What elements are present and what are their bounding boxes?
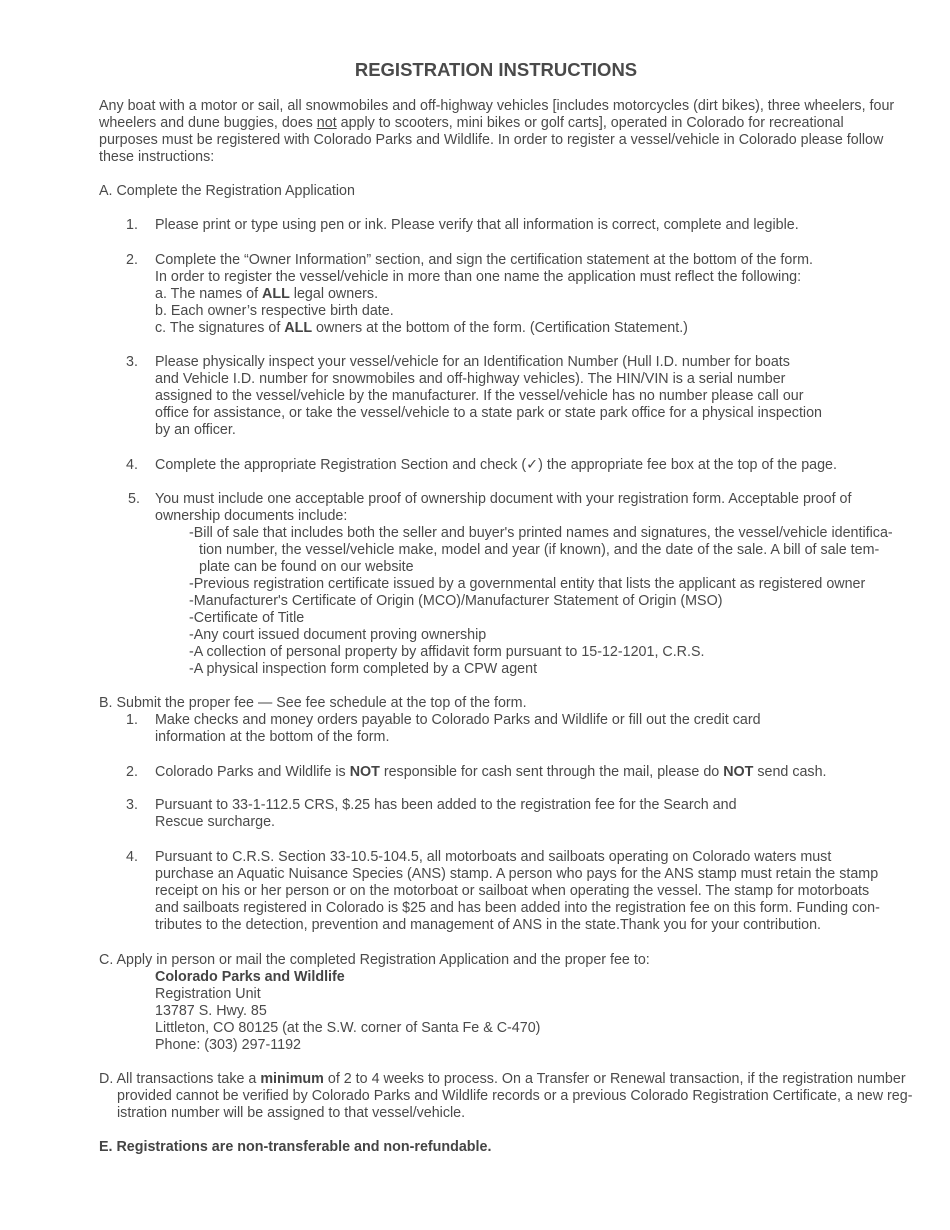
proof-document-item: -Previous registration certificate issued by a governmental entity that lists the applicant as registered owner: [189, 576, 866, 592]
intro-text-2: apply to scooters, mini bikes or golf carts], operated in Colorado for recreational purposes must be registered with Colorado Parks and Wildlife. In order to register a vessel/vehicle in Colorado please follow these instructions:: [99, 115, 884, 165]
proof-document-item: -Any court issued document proving ownership: [189, 627, 487, 643]
a-item-1-text: Please print or type using pen or ink. Please verify that all information is correct, complete and legible.: [155, 217, 799, 233]
proof-document-item: -A physical inspection form completed by a CPW agent: [189, 661, 538, 677]
sub-a-post: legal owners.: [289, 286, 379, 302]
section-b-heading: B. Submit the proper fee — See fee schedule at the top of the form.: [99, 695, 527, 711]
a-item-1-number: 1.: [126, 217, 138, 233]
a-item-4-text: Complete the appropriate Registration Section and check (✓) the appropriate fee box at the top of the page.: [155, 457, 837, 473]
b-item-1-line-2: information at the bottom of the form.: [155, 729, 390, 745]
a-item-3-number: 3.: [126, 354, 138, 370]
sub-a-pre: a. The names of: [155, 286, 263, 302]
b-item-3-line-1: Pursuant to 33-1-112.5 CRS, $.25 has been added to the registration fee for the Search and: [155, 797, 737, 813]
sub-c-bold: ALL: [284, 320, 313, 336]
b-item-4-line-5: tributes to the detection, prevention and management of ANS in the state.Thank you for your contribution.: [155, 917, 821, 933]
intro-text-1: Any boat with a motor or sail, all snowmobiles and off-highway vehicles [includes motorcycles (dirt bikes), three wheelers, four wheelers and dune buggies, does: [99, 98, 895, 131]
d-text-2: of 2 to 4 weeks to process. On a Transfer or Renewal transaction, if the registration number provided cannot be verified by Colorado Parks and Wildlife records or a previous Colorado Registration Certificate, a new reg- istration number will be assigned to that vessel/vehicle.: [117, 1071, 913, 1121]
intro-paragraph: [99, 98, 899, 166]
b-item-2-number: 2.: [126, 764, 138, 780]
page-title: REGISTRATION INSTRUCTIONS: [354, 59, 638, 80]
a-item-5-line-1: You must include one acceptable proof of ownership document with your registration form. Acceptable proof of: [155, 491, 852, 507]
b-item-4-line-4: and sailboats registered in Colorado is $25 and has been added into the registration fee on this form. Funding con-: [155, 900, 880, 916]
section-d-paragraph: [99, 1071, 917, 1122]
section-c-heading: C. Apply in person or mail the completed Registration Application and the proper fee to:: [99, 952, 650, 968]
b-item-4-line-3: receipt on his or her person or on the motorboat or sailboat when operating the vessel. The stamp for motorboats: [155, 883, 870, 899]
b2-bold-1: NOT: [349, 764, 380, 780]
a-item-2-sub-b: b. Each owner’s respective birth date.: [155, 303, 394, 319]
a-item-5-line-2: ownership documents include:: [155, 508, 348, 524]
a-item-3-line-2: and Vehicle I.D. number for snowmobiles and off-highway vehicles). The HIN/VIN is a serial number: [155, 371, 786, 387]
a-item-2-sub-a: [155, 286, 900, 303]
d-text-1: D. All transactions take a: [99, 1071, 261, 1087]
sub-c-post: owners at the bottom of the form. (Certification Statement.): [312, 320, 688, 336]
b2-text-1: Colorado Parks and Wildlife is: [155, 764, 350, 780]
sub-c-pre: c. The signatures of: [155, 320, 285, 336]
a-item-2-line-2: In order to register the vessel/vehicle in more than one name the application must reflect the following:: [155, 269, 802, 285]
a-item-3-line-1: Please physically inspect your vessel/vehicle for an Identification Number (Hull I.D. number for boats: [155, 354, 790, 370]
address-street: 13787 S. Hwy. 85: [155, 1003, 267, 1019]
b2-bold-2: NOT: [723, 764, 754, 780]
b-item-1-line-1: Make checks and money orders payable to Colorado Parks and Wildlife or fill out the credit card: [155, 712, 761, 728]
b-item-1-number: 1.: [126, 712, 138, 728]
a-item-2-sub-c: [155, 320, 900, 337]
a-item-2-number: 2.: [126, 252, 138, 268]
b2-text-3: send cash.: [753, 764, 827, 780]
sub-a-bold: ALL: [262, 286, 290, 302]
address-unit: Registration Unit: [155, 986, 261, 1002]
d-bold: minimum: [260, 1071, 324, 1087]
b-item-4-number: 4.: [126, 849, 138, 865]
address-organization: Colorado Parks and Wildlife: [155, 969, 345, 985]
a-item-5-number: 5.: [128, 491, 140, 507]
a-item-4-number: 4.: [126, 457, 138, 473]
proof-document-item: -Bill of sale that includes both the seller and buyer's printed names and signatures, the vessel/vehicle identifica- tion number, the vessel/vehicle make, model and year (if known), and the date of the sale. A bill of sale tem- plate can be found on our website: [189, 525, 893, 575]
proof-document-item: -Certificate of Title: [189, 610, 305, 626]
section-e-statement: E. Registrations are non-transferable and non-refundable.: [99, 1139, 492, 1155]
b-item-3-number: 3.: [126, 797, 138, 813]
proof-document-item: -A collection of personal property by affidavit form pursuant to 15-12-1201, C.R.S.: [189, 644, 705, 660]
b-item-3-line-2: Rescue surcharge.: [155, 814, 275, 830]
b-item-4-line-2: purchase an Aquatic Nuisance Species (ANS) stamp. A person who pays for the ANS stamp must retain the stamp: [155, 866, 879, 882]
a-item-3-line-3: assigned to the vessel/vehicle by the manufacturer. If the vessel/vehicle has no number please call our: [155, 388, 804, 404]
a-item-3-line-4: office for assistance, or take the vessel/vehicle to a state park or state park office for a physical inspection: [155, 405, 823, 421]
b2-text-2: responsible for cash sent through the mail, please do: [379, 764, 724, 780]
intro-not-underlined: not: [316, 115, 337, 131]
proof-document-item: -Manufacturer's Certificate of Origin (MCO)/Manufacturer Statement of Origin (MSO): [189, 593, 723, 609]
address-city: Littleton, CO 80125 (at the S.W. corner of Santa Fe & C-470): [155, 1020, 541, 1036]
address-phone: Phone: (303) 297-1192: [155, 1037, 301, 1053]
a-item-3-line-5: by an officer.: [155, 422, 236, 438]
a-item-2-line-1: Complete the “Owner Information” section, and sign the certification statement at the bottom of the form.: [155, 252, 813, 268]
section-a-heading: A. Complete the Registration Application: [99, 183, 355, 199]
b-item-4-line-1: Pursuant to C.R.S. Section 33-10.5-104.5, all motorboats and sailboats operating on Colorado waters must: [155, 849, 832, 865]
b-item-2-text: [155, 764, 900, 781]
